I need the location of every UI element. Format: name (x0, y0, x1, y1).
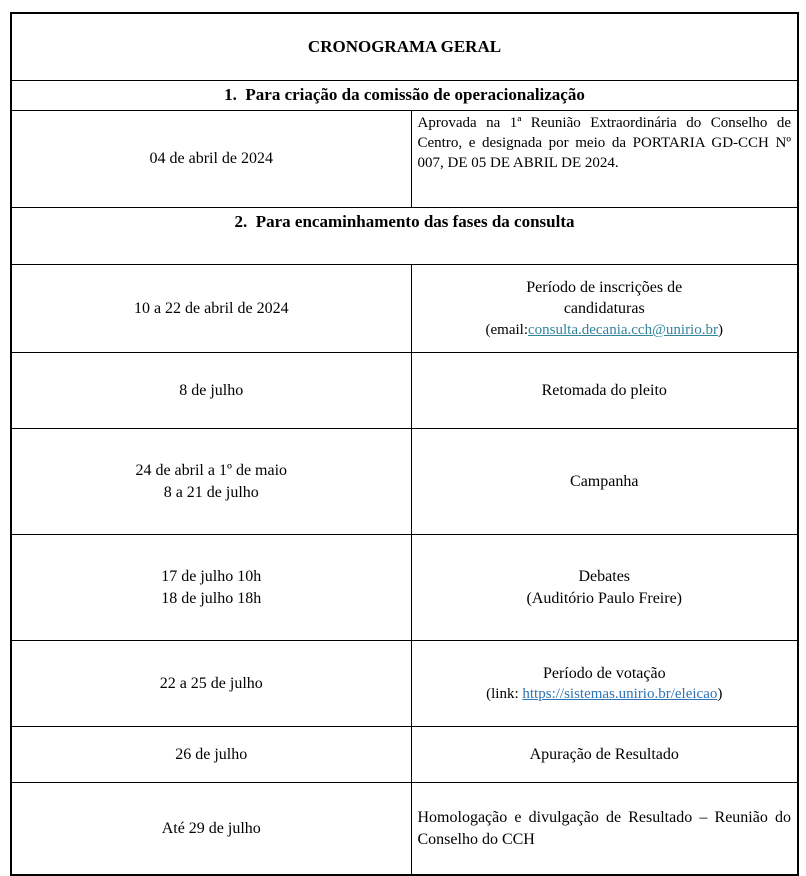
votacao-desc-line-1: Período de votação (542, 664, 666, 682)
row-debates (11, 535, 798, 641)
table-title: CRONOGRAMA GERAL (11, 13, 798, 81)
campanha-date-line-2: 8 a 21 de julho (163, 483, 259, 501)
comissao-description-cell: Aprovada na 1ª Reunião Extraordinária do Conselho de Centro, e designada por meio da PORTARIA GD-CCH Nº 007, DE 05 DE ABRIL DE 2024. (411, 111, 798, 208)
homologacao-date-cell: Até 29 de julho (11, 783, 411, 876)
section-2-heading: 2. Para encaminhamento das fases da consulta (11, 208, 798, 265)
row-comissao (11, 111, 798, 208)
section-1-heading: 1. Para criação da comissão de operacionalização (11, 81, 798, 111)
row-votacao (11, 641, 798, 727)
debates-date-line-2: 18 de julho 18h (161, 589, 262, 607)
debates-date-cell (11, 535, 411, 641)
section-2-row (11, 208, 798, 265)
campanha-date-line-1: 24 de abril a 1º de maio (135, 461, 288, 479)
vote-link-suffix: ) (717, 686, 723, 703)
email-link[interactable]: consulta.decania.cch@unirio.br (527, 321, 718, 338)
apuracao-date-cell: 26 de julho (11, 727, 411, 783)
row-inscricoes (11, 265, 798, 353)
debates-date-line-1: 17 de julho 10h (161, 567, 262, 585)
apuracao-desc-cell: Apuração de Resultado (411, 727, 798, 783)
email-suffix: ) (717, 321, 723, 338)
debates-desc-cell (411, 535, 798, 641)
votacao-date-cell: 22 a 25 de julho (11, 641, 411, 727)
cronograma-table (10, 12, 799, 876)
inscricoes-email-line (420, 320, 790, 340)
inscricoes-date-cell: 10 a 22 de abril de 2024 (11, 265, 411, 353)
section-1-row (11, 81, 798, 111)
campanha-date-cell (11, 429, 411, 535)
row-campanha (11, 429, 798, 535)
row-apuracao (11, 727, 798, 783)
title-row (11, 13, 798, 81)
campanha-desc-cell: Campanha (411, 429, 798, 535)
votacao-link-line (420, 684, 790, 704)
debates-desc-line-2: (Auditório Paulo Freire) (526, 589, 683, 607)
inscricoes-desc-line-2: candidaturas (563, 300, 645, 318)
comissao-date-cell: 04 de abril de 2024 (11, 111, 411, 208)
retomada-desc-cell: Retomada do pleito (411, 353, 798, 429)
homologacao-desc-cell: Homologação e divulgação de Resultado – Reunião do Conselho do CCH (411, 783, 798, 876)
retomada-date-cell: 8 de julho (11, 353, 411, 429)
vote-link[interactable]: https://sistemas.unirio.br/eleicao (522, 686, 718, 703)
votacao-desc-cell (411, 641, 798, 727)
inscricoes-desc-line-1: Período de inscrições de (526, 278, 683, 296)
inscricoes-desc-cell (411, 265, 798, 353)
vote-link-prefix: (link: (486, 686, 523, 703)
email-prefix: (email: (485, 321, 528, 338)
row-retomada (11, 353, 798, 429)
row-homologacao (11, 783, 798, 876)
debates-desc-line-1: Debates (578, 567, 631, 585)
